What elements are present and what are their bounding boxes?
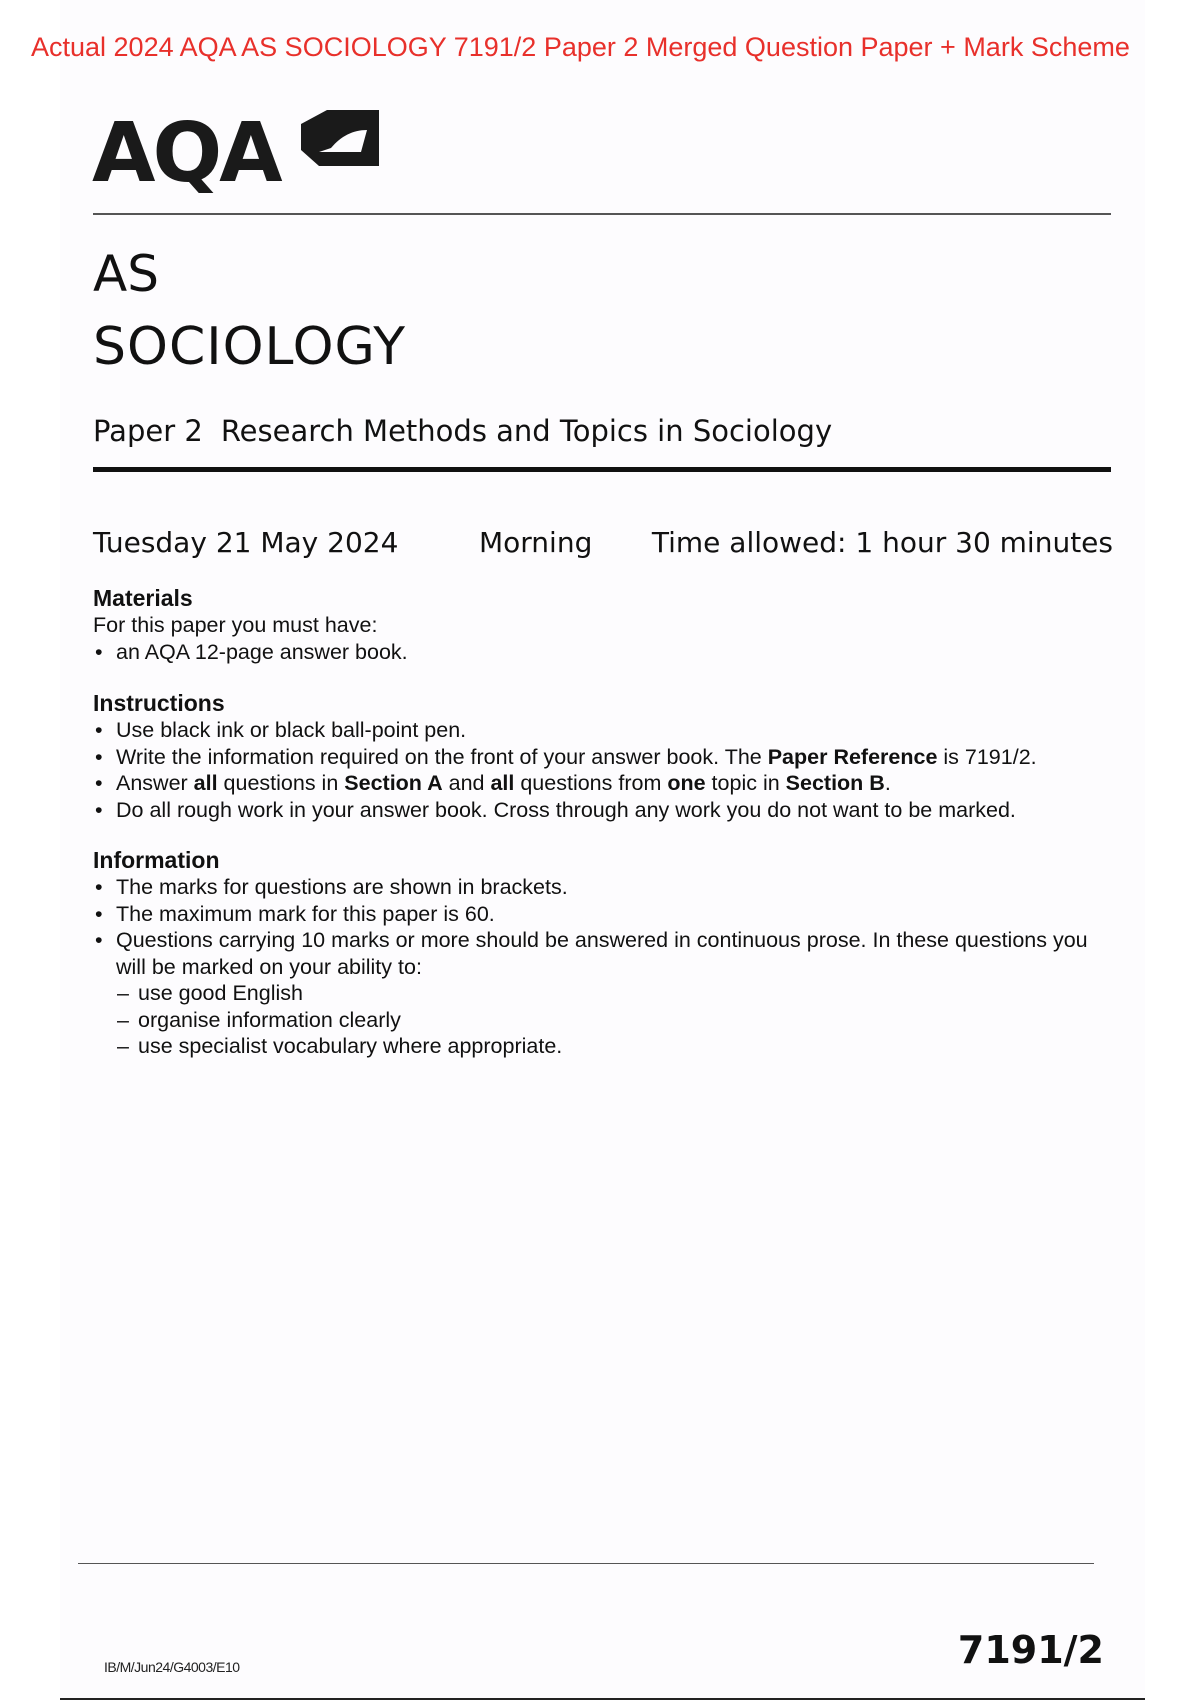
instruction-emphasis: all	[490, 771, 515, 795]
instruction-item	[93, 744, 1103, 771]
information-item: • The marks for questions are shown in brackets.	[93, 874, 1103, 901]
information-item: • Questions carrying 10 marks or more should be answered in continuous prose. In these questions you will be marked on your ability to:	[93, 927, 1103, 980]
instruction-text: and	[442, 771, 491, 795]
instruction-text: topic in	[705, 771, 786, 795]
aqa-logo	[92, 106, 372, 206]
instructions-heading: Instructions	[93, 690, 225, 716]
paper-title	[93, 411, 832, 451]
information-section	[93, 846, 1103, 1060]
exam-session: Morning	[479, 526, 593, 559]
information-sub-item: – use specialist vocabulary where appropriate.	[93, 1033, 1103, 1060]
materials-list	[93, 639, 1103, 666]
paper-code: 7191/2	[957, 1628, 1104, 1672]
materials-section	[93, 584, 1103, 665]
instruction-emphasis: Paper Reference	[767, 744, 938, 769]
instruction-text: .	[884, 771, 891, 795]
materials-intro: For this paper you must have:	[93, 613, 378, 637]
header-divider	[93, 213, 1111, 215]
title-divider	[93, 467, 1111, 472]
instruction-emphasis: all	[193, 771, 218, 795]
instruction-text: Write the information required on the front of your answer book. The	[116, 744, 768, 769]
instruction-item: • Use black ink or black ball-point pen.	[93, 717, 1103, 744]
paper-number: Paper 2	[93, 414, 203, 448]
information-sub-item: – use good English	[93, 980, 1103, 1007]
instructions-list	[93, 717, 1103, 823]
materials-item: • an AQA 12-page answer book.	[93, 639, 1103, 666]
information-item: • The maximum mark for this paper is 60.	[93, 901, 1103, 928]
materials-heading: Materials	[93, 585, 193, 611]
instruction-emphasis: Section A	[344, 771, 443, 795]
instruction-text: questions from	[514, 771, 668, 795]
information-sub-item: – organise information clearly	[93, 1007, 1103, 1034]
aqa-logo-text: AQA	[92, 106, 280, 201]
paper-subtitle: Research Methods and Topics in Sociology	[220, 414, 833, 448]
exam-details	[93, 523, 1113, 563]
exam-date: Tuesday 21 May 2024	[93, 526, 399, 559]
document-banner-title: Actual 2024 AQA AS SOCIOLOGY 7191/2 Paper 2 Merged Question Paper + Mark Scheme	[31, 32, 1130, 62]
instruction-item: • Do all rough work in your answer book. Cross through any work you do not want to be marked.	[93, 797, 1103, 824]
instruction-text: questions in	[217, 771, 345, 795]
footer-divider	[78, 1563, 1094, 1564]
instruction-text: Answer	[116, 771, 194, 795]
instruction-text: is 7191/2.	[937, 744, 1037, 769]
time-allowed: Time allowed: 1 hour 30 minutes	[651, 526, 1113, 559]
subject-title: SOCIOLOGY	[93, 317, 407, 377]
qualification-level: AS	[93, 245, 159, 303]
information-list	[93, 874, 1103, 1060]
aqa-tick-logo-icon	[297, 106, 379, 170]
information-heading: Information	[93, 847, 220, 873]
instruction-emphasis: Section B	[785, 771, 885, 795]
instruction-item	[93, 770, 1103, 797]
instruction-emphasis: one	[667, 771, 706, 795]
instructions-section	[93, 689, 1103, 823]
document-reference: IB/M/Jun24/G4003/E10	[104, 1659, 240, 1675]
